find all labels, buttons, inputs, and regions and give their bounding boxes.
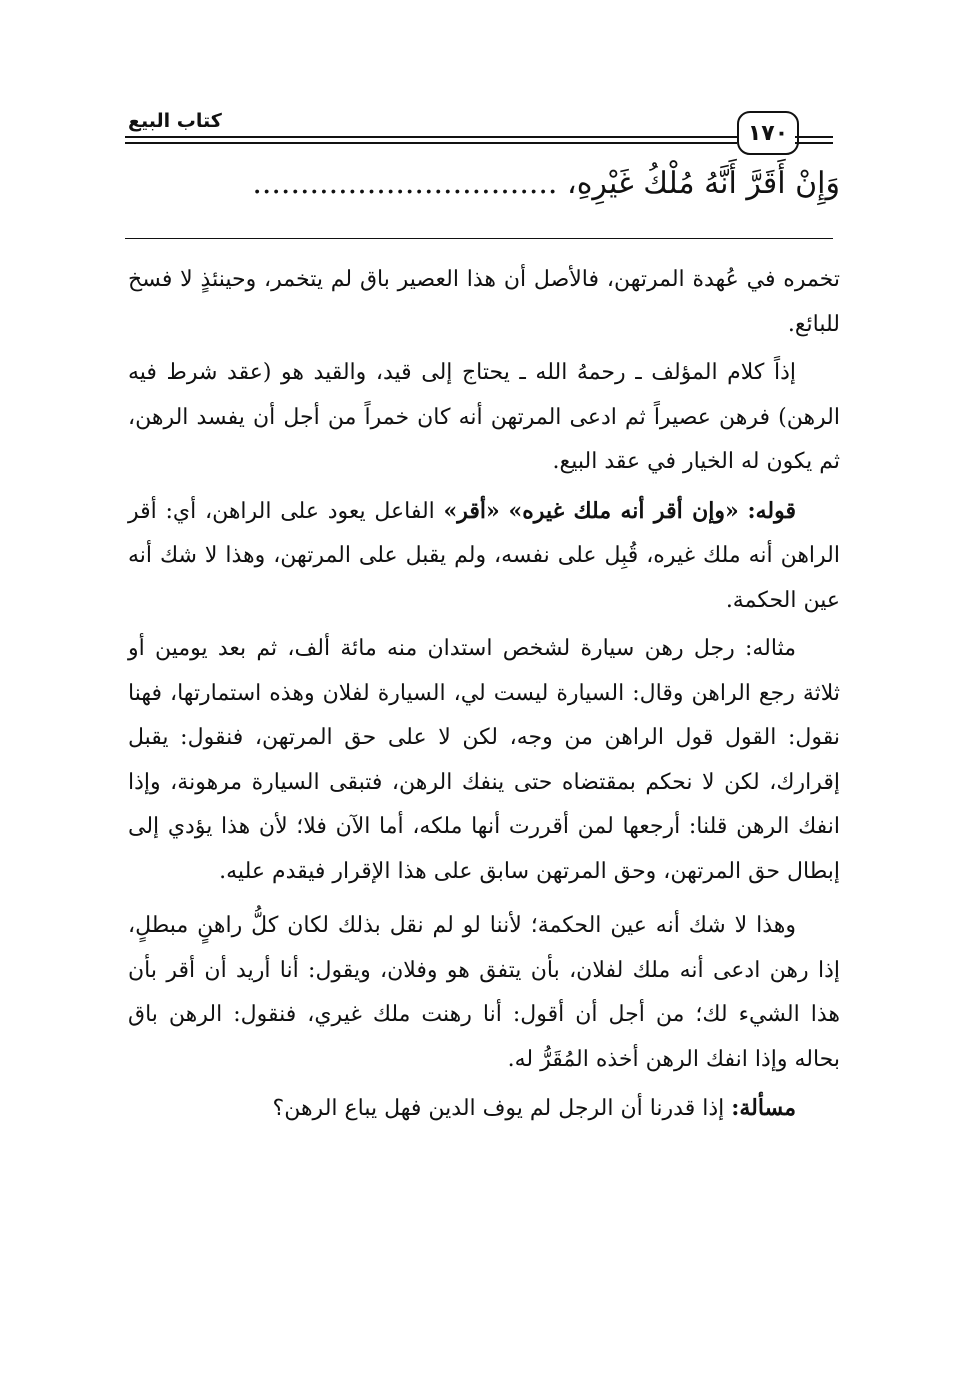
issue-question: إذا قدرنا أن الرجل لم يوف الدين فهل يباع الرهن؟ — [272, 1096, 725, 1121]
header-rule — [795, 136, 833, 138]
matn-text: وَإِنْ أَقَرَّ أَنَّهُ مُلْكُ غَيْرِهِ، — [567, 166, 840, 201]
paragraph-6 — [128, 1086, 840, 1132]
header-rule — [125, 136, 737, 138]
quote-label: قوله: — [747, 497, 796, 524]
paragraph-5: وهذا لا شك أنه عين الحكمة؛ لأننا لو لم نقل بذلك لكان كلُّ راهنٍ مبطلٍ، إذا رهن ادعى أنه ملك لفلان، بأن يتفق هو وفلان، ويقول: أنا أريد أن أقر بأن هذا الشيء لك؛ من أجل أن أقول: أنا رهنت ملك غيري، فنقول: الرهن باق بحاله وإذا انفك الرهن أخذه المُقَرُّ له. — [128, 913, 840, 1072]
paragraph-2: إذاً كلام المؤلف ـ رحمهُ الله ـ يحتاج إلى قيد، والقيد هو (عقد شرط فيه الرهن) فرهن عصيراً ثم ادعى المرتهن أنه كان خمراً من أجل أن يفسد الرهن، ثم يكون له الخيار في عقد البيع. — [128, 360, 840, 474]
matn-dots: ................................ — [252, 166, 558, 201]
commentary-body — [128, 258, 840, 1136]
running-title: كتاب البيع — [128, 110, 222, 132]
header-rule — [795, 142, 833, 144]
matn-divider — [125, 238, 833, 239]
header-rule — [125, 142, 737, 144]
quoted-term: «أقر» — [443, 497, 500, 524]
paragraph-1: تخمره في عُهدة المرتهن، فالأصل أن هذا العصير باق لم يتخمر، وحينئذٍ لا فسخ للبائع. — [128, 267, 840, 337]
quoted-matn: «وإن أقر أنه ملك غيره» — [508, 497, 739, 524]
page-number — [737, 111, 799, 155]
paragraph-4: مثاله: رجل رهن سيارة لشخص استدان منه مائة ألف، ثم بعد يومين أو ثلاثة رجع الراهن وقال: السيارة ليست لي، السيارة لفلان وهذه استمارتها، فهنا نقول: القول قول الراهن من وجه، لكن لا على حق المرتهن، فنقول: يقبل إقرارك، لكن لا نحكم بمقتضاه حتى ينفك الرهن، فتبقى السيارة مرهونة، وإذا انفك الرهن قلنا: أرجعها لمن أقررت أنها ملكه، أما الآن فلا؛ لأن هذا يؤدي إلى إبطال حق المرتهن، وحق المرتهن سابق على هذا الإقرار فيقدم عليه. — [128, 636, 840, 884]
paragraph-3-text: الفاعل يعود على الراهن، أي: أقر الراهن أنه ملك غيره، قُبِل على نفسه، ولم يقبل على المرتهن، وهذا لا شك أنه عين الحكمة. — [128, 498, 840, 613]
matn-line — [120, 160, 840, 208]
issue-label: مسألة: — [731, 1095, 796, 1121]
page-number-label: ١٧٠ — [747, 120, 789, 146]
paragraph-3 — [128, 489, 840, 624]
